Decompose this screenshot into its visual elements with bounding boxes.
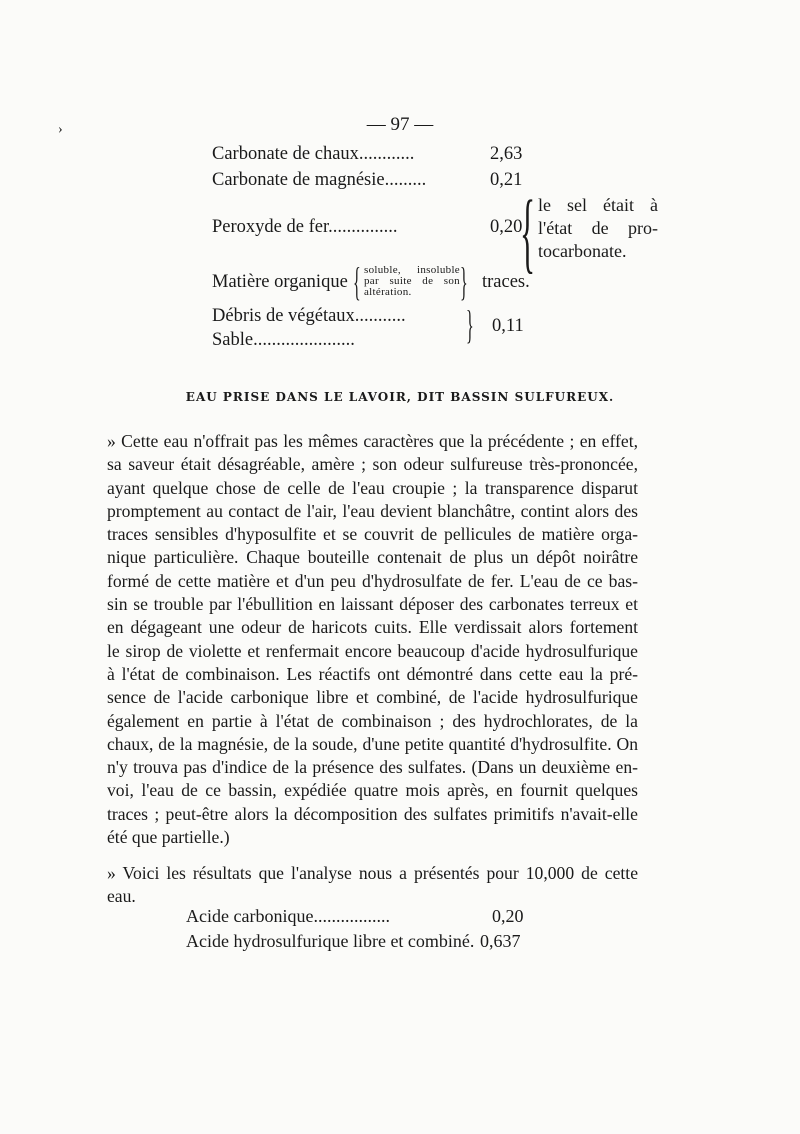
sable-label: Sable...................... bbox=[212, 330, 355, 350]
debris-value: 0,11 bbox=[492, 316, 524, 336]
text-line: sa saveur était désagréable, amère ; son odeur sulfureuse très-prononcée, bbox=[107, 454, 638, 475]
row-label: Acide hydrosulfurique libre et combiné. bbox=[186, 931, 475, 951]
text-line: » Cette eau n'offrait pas les mêmes caractères que la précédente ; en effet, bbox=[107, 431, 638, 451]
row-value: 0,637 bbox=[480, 931, 521, 951]
row-value: 2,63 bbox=[490, 144, 523, 164]
body-paragraph bbox=[107, 430, 638, 849]
row-label: Carbonate de chaux............ bbox=[212, 144, 415, 164]
row-value: 0,20 bbox=[490, 217, 523, 237]
note-text: le sel était à l'état de pro- tocarbonate. bbox=[538, 195, 658, 261]
section-heading: EAU PRISE DANS LE LAVOIR, DIT BASSIN SULFUREUX. bbox=[185, 390, 615, 404]
table-row bbox=[186, 906, 390, 927]
text-line: également en partie à l'état de combinaison ; des hydrochlorates, de la bbox=[107, 710, 638, 731]
row-value: 0,20 bbox=[492, 906, 524, 926]
organic-note: soluble, insoluble par suite de son altération. bbox=[364, 264, 460, 298]
margin-mark: › bbox=[58, 122, 63, 137]
text-line: eau. bbox=[107, 886, 136, 907]
brace-icon: { bbox=[520, 183, 536, 282]
organic-label: Matière organique bbox=[212, 272, 348, 292]
text-line: en dégageant une odeur de haricots cuits. Elle verdissait alors fortement bbox=[107, 617, 638, 638]
brace-icon: } bbox=[466, 302, 474, 347]
text-line: formé de cette matière et d'un peu d'hydrosulfate de fer. L'eau de ce bas- bbox=[107, 570, 638, 591]
text-line: chaux, de la magnésie, de la soude, d'une petite quantité d'hydrosulfite. On bbox=[107, 733, 638, 754]
row-label: Peroxyde de fer............... bbox=[212, 217, 398, 237]
text-line: » Voici les résultats que l'analyse nous a présentés pour 10,000 de cette bbox=[107, 863, 638, 883]
row-value: 0,21 bbox=[490, 170, 523, 190]
page-number: — 97 — bbox=[366, 114, 434, 135]
text-line: été que partielle.) bbox=[107, 827, 230, 848]
text-line: le sirop de violette et renfermait encore beaucoup d'acide hydrosulfurique bbox=[107, 640, 638, 661]
table-row bbox=[186, 931, 474, 952]
text-line: sence de l'acide carbonique libre et combiné, de l'acide hydrosulfurique bbox=[107, 687, 638, 708]
row-label: Carbonate de magnésie......... bbox=[212, 170, 427, 190]
brace-icon: { bbox=[353, 259, 361, 304]
brace-icon: } bbox=[460, 259, 468, 304]
text-line: traces sensibles d'hyposulfite et se couvrit de pellicules de matière orga- bbox=[107, 524, 638, 545]
text-line: promptement au contact de l'air, l'eau devient blanchâtre, contint alors des bbox=[107, 500, 638, 521]
text-line: nique particulière. Chaque bouteille contenait de plus un dépôt noirâtre bbox=[107, 547, 638, 568]
text-line: voi, l'eau de ce bassin, expédiée quatre mois après, en fournit quelques bbox=[107, 780, 638, 801]
organic-value: traces. bbox=[482, 272, 530, 292]
debris-label: Débris de végétaux........... bbox=[212, 306, 406, 326]
text-line: sin se trouble par l'ébullition en laissant déposer des carbonates terreux et bbox=[107, 594, 638, 615]
row-label: Acide carbonique................. bbox=[186, 906, 390, 926]
text-line: n'y trouva pas d'indice de la présence des sulfates. (Dans un deuxième en- bbox=[107, 757, 638, 778]
body-paragraph bbox=[107, 862, 638, 909]
text-line: à l'état de combinaison. Les réactifs ont démontré dans cette eau la pré- bbox=[107, 663, 638, 684]
text-line: traces ; peut-être alors la décomposition des sulfates primitifs n'avait-elle bbox=[107, 803, 638, 824]
text-line: ayant quelque chose de celle de l'eau croupie ; la transparence disparut bbox=[107, 477, 638, 498]
